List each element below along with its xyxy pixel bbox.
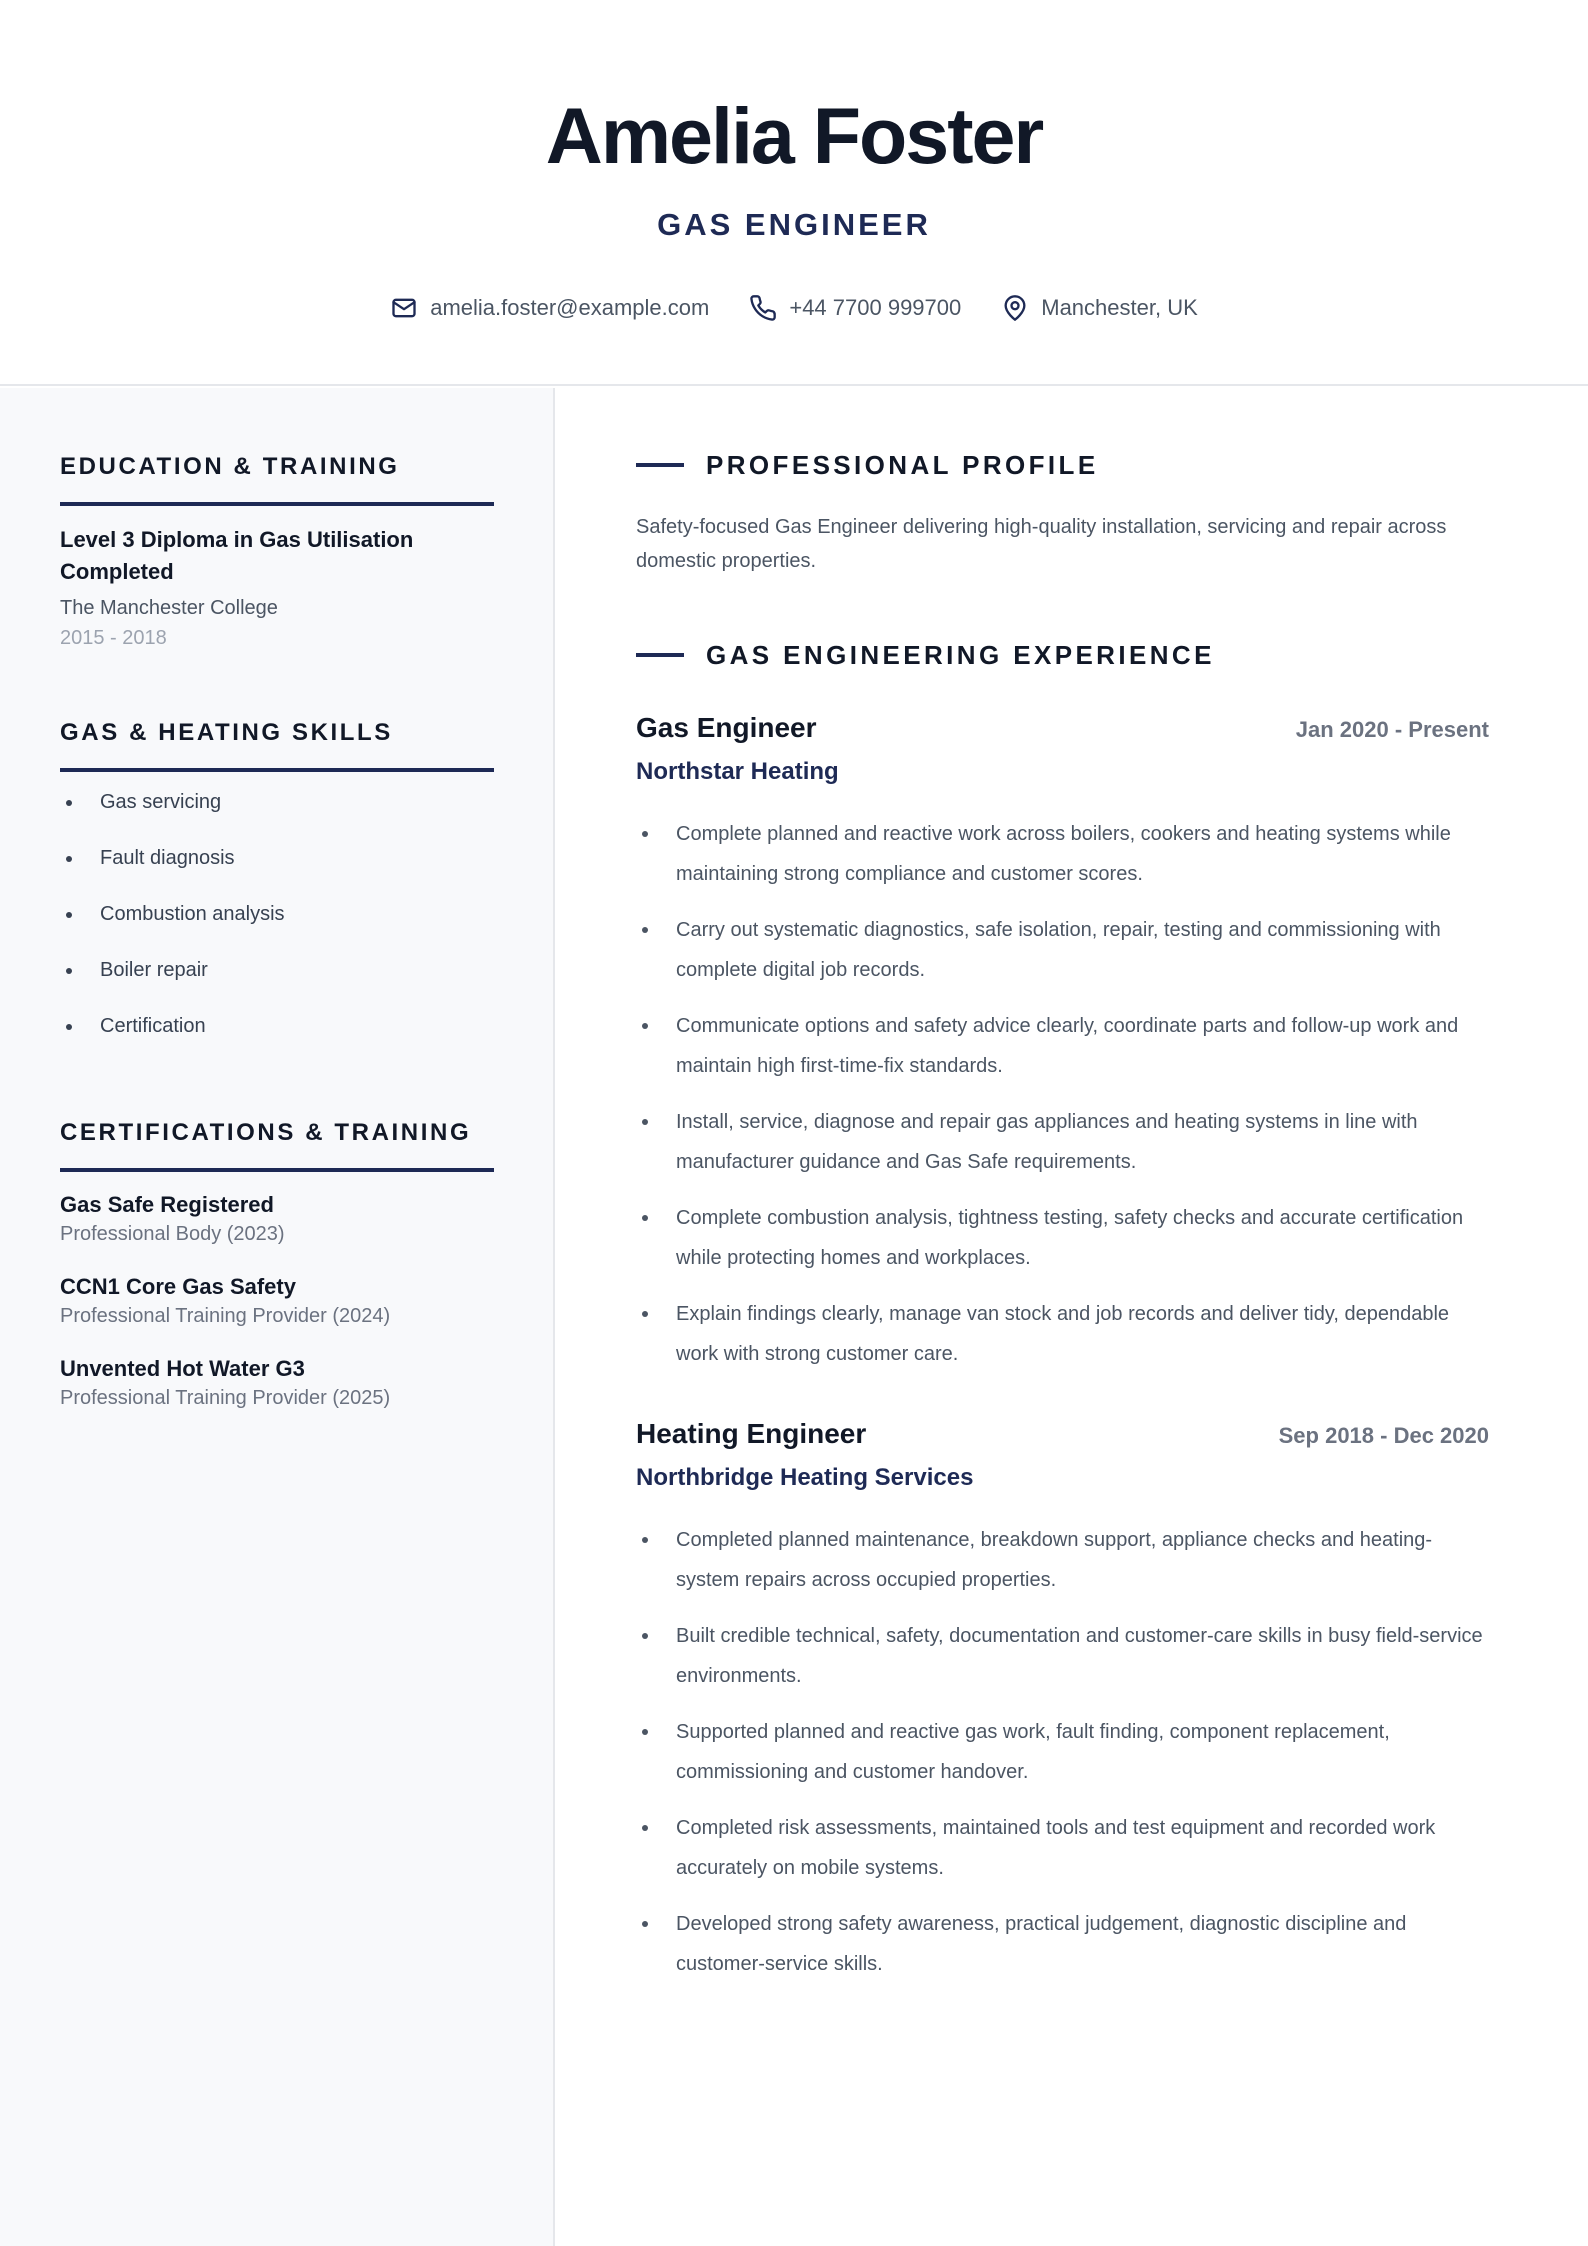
job-bullet: Install, service, diagnose and repair gas appliances and heating systems in line with manufacturer guidance and Gas Safe requirements. — [636, 1102, 1489, 1182]
skills-heading: GAS & HEATING SKILLS — [60, 718, 494, 772]
certification-org: Professional Training Provider (2024) — [60, 1305, 391, 1327]
experience-heading-text: GAS ENGINEERING EXPERIENCE — [706, 640, 1215, 670]
job-bullets — [636, 1520, 1489, 1984]
education-years: 2015 - 2018 — [60, 627, 167, 649]
job-header — [636, 1416, 1489, 1454]
contact-phone[interactable] — [749, 290, 961, 326]
heading-accent-bar — [636, 463, 684, 467]
job-bullet: Complete combustion analysis, tightness testing, safety checks and accurate certification while protecting homes and workplaces. — [636, 1198, 1489, 1278]
certification-org: Professional Body (2023) — [60, 1223, 285, 1245]
job-bullet: Communicate options and safety advice clearly, coordinate parts and follow-up work and maintain high first-time-fix standards. — [636, 1006, 1489, 1086]
profile-heading — [636, 448, 1099, 482]
certification-item — [60, 1354, 494, 1412]
job-bullets — [636, 814, 1489, 1374]
heading-accent-bar — [636, 653, 684, 657]
skill-item: Boiler repair — [60, 956, 494, 1012]
contact-location — [1001, 290, 1198, 326]
job-bullet: Supported planned and reactive gas work, fault finding, component replacement, commissioning and customer handover. — [636, 1712, 1489, 1792]
experience-heading — [636, 638, 1215, 672]
map-pin-icon — [1001, 294, 1029, 322]
location-text: Manchester, UK — [1041, 295, 1198, 320]
job-bullet: Developed strong safety awareness, practical judgement, diagnostic discipline and customer-service skills. — [636, 1904, 1489, 1984]
contact-email[interactable] — [390, 290, 709, 326]
job-header — [636, 710, 1489, 748]
certification-name: Unvented Hot Water G3 — [60, 1356, 305, 1381]
skill-item: Combustion analysis — [60, 900, 494, 956]
skills-list — [60, 788, 494, 1068]
certification-org: Professional Training Provider (2025) — [60, 1387, 391, 1409]
skill-item: Certification — [60, 1012, 494, 1068]
certifications-heading: CERTIFICATIONS & TRAINING — [60, 1118, 494, 1172]
job-entry — [636, 1416, 1489, 2000]
job-company: Northbridge Heating Services — [636, 1464, 974, 1491]
job-company: Northstar Heating — [636, 758, 839, 785]
mail-icon — [390, 294, 418, 322]
job-title: Gas Engineer — [636, 712, 817, 743]
resume-header — [0, 0, 1588, 386]
certification-name: Gas Safe Registered — [60, 1192, 274, 1217]
job-dates: Sep 2018 - Dec 2020 — [1278, 1423, 1489, 1448]
candidate-role: GAS ENGINEER — [657, 207, 931, 242]
phone-text: +44 7700 999700 — [789, 295, 962, 320]
email-text: amelia.foster@example.com — [430, 295, 710, 320]
job-bullet: Explain findings clearly, manage van stock and job records and deliver tidy, dependable work with strong customer care. — [636, 1294, 1489, 1374]
job-entry — [636, 710, 1489, 1390]
education-school: The Manchester College — [60, 597, 278, 619]
candidate-name: Amelia Foster — [545, 91, 1043, 180]
certification-item — [60, 1272, 494, 1330]
skill-item: Gas servicing — [60, 788, 494, 844]
profile-summary: Safety-focused Gas Engineer delivering high-quality installation, servicing and repair across domestic properties. — [636, 516, 1447, 572]
job-bullet: Built credible technical, safety, documentation and customer-care skills in busy field-service environments. — [636, 1616, 1489, 1696]
job-bullet: Completed risk assessments, maintained tools and test equipment and recorded work accurately on mobile systems. — [636, 1808, 1489, 1888]
main-content — [557, 388, 1588, 2246]
job-bullet: Completed planned maintenance, breakdown support, appliance checks and heating-system repairs across occupied properties. — [636, 1520, 1489, 1600]
profile-heading-text: PROFESSIONAL PROFILE — [706, 450, 1099, 480]
education-heading: EDUCATION & TRAINING — [60, 452, 494, 506]
phone-icon — [749, 294, 777, 322]
sidebar — [0, 388, 555, 2246]
skill-item: Fault diagnosis — [60, 844, 494, 900]
job-bullet: Complete planned and reactive work across boilers, cookers and heating systems while maintaining strong compliance and customer scores. — [636, 814, 1489, 894]
job-dates: Jan 2020 - Present — [1295, 717, 1489, 742]
job-title: Heating Engineer — [636, 1418, 867, 1449]
certification-item — [60, 1190, 494, 1248]
education-degree: Level 3 Diploma in Gas Utilisation Completed — [60, 527, 414, 584]
job-bullet: Carry out systematic diagnostics, safe isolation, repair, testing and commissioning with complete digital job records. — [636, 910, 1489, 990]
contact-row — [0, 290, 1588, 326]
certification-name: CCN1 Core Gas Safety — [60, 1274, 296, 1299]
